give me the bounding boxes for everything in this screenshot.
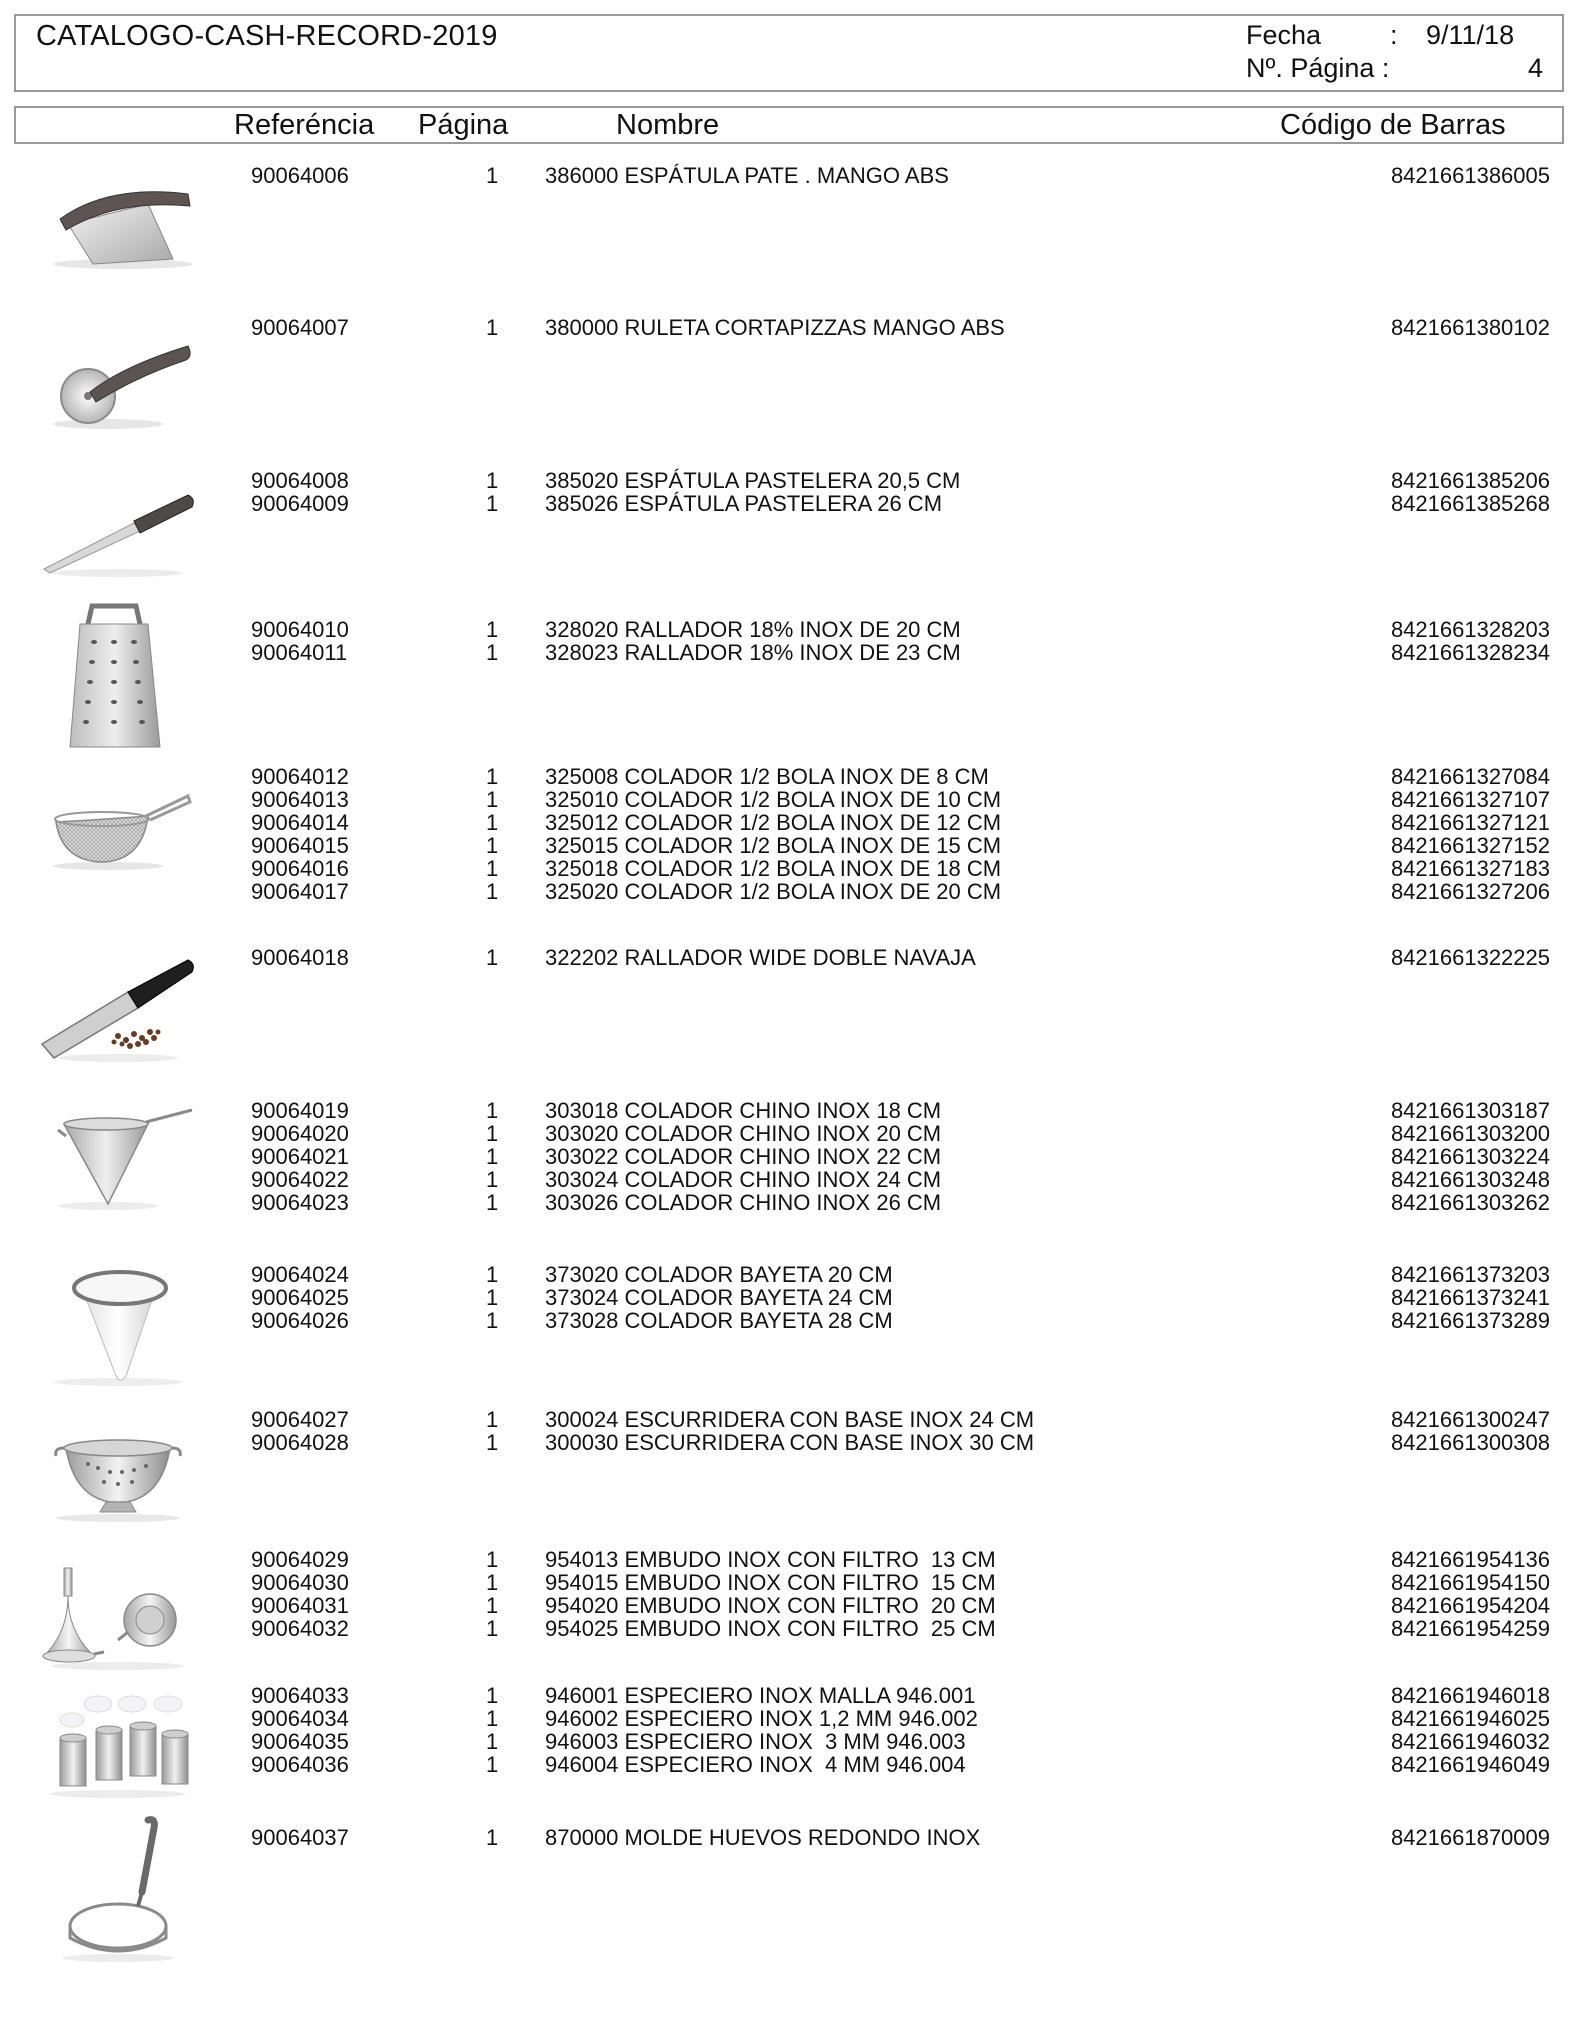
- pagina-cell: 1: [486, 810, 499, 835]
- barcode-cell: 8421661327206: [1390, 879, 1550, 904]
- barcode-cell: 8421661954259: [1390, 1616, 1550, 1641]
- nombre-cell: 373028 COLADOR BAYETA 28 CM: [545, 1308, 893, 1333]
- barcode-cell: 8421661386005: [1390, 163, 1550, 188]
- table-row: [0, 1826, 1576, 1850]
- fecha-colon: :: [1390, 20, 1398, 50]
- pagina-cell: 1: [486, 1593, 499, 1618]
- nombre-cell: 325015 COLADOR 1/2 BOLA INOX DE 15 CM: [545, 833, 1002, 858]
- table-row: [0, 1617, 1576, 1641]
- nombre-cell: 325010 COLADOR 1/2 BOLA INOX DE 10 CM: [545, 787, 1002, 812]
- nombre-cell: 946002 ESPECIERO INOX 1,2 MM 946.002: [545, 1706, 978, 1731]
- barcode-cell: 8421661303224: [1390, 1144, 1550, 1169]
- nombre-cell: 946001 ESPECIERO INOX MALLA 946.001: [545, 1683, 976, 1708]
- pagina-value: 4: [1528, 53, 1544, 83]
- product-group: [0, 302, 1576, 442]
- referencia-cell: 90064017: [251, 879, 349, 904]
- pagina-cell: 1: [486, 1407, 499, 1432]
- column-header-nombre: Nombre: [616, 109, 720, 141]
- referencia-cell: 90064036: [251, 1752, 349, 1777]
- referencia-cell: 90064018: [251, 945, 349, 970]
- product-group: [0, 1390, 1576, 1540]
- pagina-cell: 1: [486, 1285, 499, 1310]
- table-row: [0, 834, 1576, 858]
- barcode-cell: 8421661303200: [1390, 1121, 1550, 1146]
- product-group: [0, 1678, 1576, 1808]
- pagina-cell: 1: [486, 764, 499, 789]
- pagina-cell: 1: [486, 1547, 499, 1572]
- referencia-cell: 90064009: [251, 491, 349, 516]
- referencia-cell: 90064006: [251, 163, 349, 188]
- barcode-cell: 8421661870009: [1390, 1825, 1550, 1850]
- pagina-cell: 1: [486, 1430, 499, 1455]
- table-row: [0, 1408, 1576, 1432]
- barcode-cell: 8421661327183: [1390, 856, 1550, 881]
- column-header-codigo: Código de Barras: [1280, 109, 1506, 141]
- table-row: [0, 1168, 1576, 1192]
- referencia-cell: 90064013: [251, 787, 349, 812]
- referencia-cell: 90064012: [251, 764, 349, 789]
- pagina-cell: 1: [486, 856, 499, 881]
- table-row: [0, 1707, 1576, 1731]
- barcode-cell: 8421661328234: [1390, 640, 1550, 665]
- table-row: [0, 946, 1576, 970]
- barcode-cell: 8421661303262: [1390, 1190, 1550, 1215]
- nombre-cell: 303018 COLADOR CHINO INOX 18 CM: [545, 1098, 942, 1123]
- product-group: [0, 932, 1576, 1072]
- referencia-cell: 90064023: [251, 1190, 349, 1215]
- product-group: [0, 602, 1576, 752]
- referencia-cell: 90064029: [251, 1547, 349, 1572]
- barcode-cell: 8421661303187: [1390, 1098, 1550, 1123]
- referencia-cell: 90064035: [251, 1729, 349, 1754]
- referencia-cell: 90064033: [251, 1683, 349, 1708]
- microplane-grater-icon: [38, 954, 198, 1064]
- nombre-cell: 325012 COLADOR 1/2 BOLA INOX DE 12 CM: [545, 810, 1002, 835]
- nombre-cell: 325008 COLADOR 1/2 BOLA INOX DE 8 CM: [545, 764, 989, 789]
- nombre-cell: 328023 RALLADOR 18% INOX DE 23 CM: [545, 640, 961, 665]
- referencia-cell: 90064025: [251, 1285, 349, 1310]
- pagina-cell: 1: [486, 1616, 499, 1641]
- table-row: [0, 492, 1576, 516]
- nombre-cell: 870000 MOLDE HUEVOS REDONDO INOX: [545, 1825, 981, 1850]
- pagina-cell: 1: [486, 468, 499, 493]
- pagina-cell: 1: [486, 787, 499, 812]
- barcode-cell: 8421661373203: [1390, 1262, 1550, 1287]
- referencia-cell: 90064021: [251, 1144, 349, 1169]
- referencia-cell: 90064016: [251, 856, 349, 881]
- pagina-cell: 1: [486, 1190, 499, 1215]
- pagina-cell: 1: [486, 617, 499, 642]
- referencia-cell: 90064030: [251, 1570, 349, 1595]
- column-header-pagina: Página: [418, 109, 509, 141]
- referencia-cell: 90064026: [251, 1308, 349, 1333]
- column-header-referencia: Referéncia: [234, 109, 375, 141]
- referencia-cell: 90064014: [251, 810, 349, 835]
- nombre-cell: 954020 EMBUDO INOX CON FILTRO 20 CM: [545, 1593, 996, 1618]
- pagina-cell: 1: [486, 1098, 499, 1123]
- product-group: [0, 1082, 1576, 1222]
- product-group: [0, 752, 1576, 902]
- barcode-cell: 8421661327121: [1390, 810, 1550, 835]
- barcode-cell: 8421661373289: [1390, 1308, 1550, 1333]
- table-row: [0, 857, 1576, 881]
- barcode-cell: 8421661380102: [1390, 315, 1550, 340]
- nombre-cell: 303026 COLADOR CHINO INOX 26 CM: [545, 1190, 942, 1215]
- barcode-cell: 8421661946025: [1390, 1706, 1550, 1731]
- barcode-cell: 8421661300308: [1390, 1430, 1550, 1455]
- barcode-cell: 8421661946049: [1390, 1752, 1550, 1777]
- nombre-cell: 373020 COLADOR BAYETA 20 CM: [545, 1262, 893, 1287]
- nombre-cell: 373024 COLADOR BAYETA 24 CM: [545, 1285, 893, 1310]
- product-group: [0, 1248, 1576, 1388]
- referencia-cell: 90064022: [251, 1167, 349, 1192]
- barcode-cell: 8421661303248: [1390, 1167, 1550, 1192]
- nombre-cell: 325020 COLADOR 1/2 BOLA INOX DE 20 CM: [545, 879, 1002, 904]
- table-row: [0, 880, 1576, 904]
- barcode-cell: 8421661954204: [1390, 1593, 1550, 1618]
- pagina-cell: 1: [486, 1167, 499, 1192]
- table-row: [0, 1684, 1576, 1708]
- barcode-cell: 8421661385268: [1390, 491, 1550, 516]
- table-row: [0, 1753, 1576, 1777]
- pagina-cell: 1: [486, 640, 499, 665]
- product-group: [0, 1540, 1576, 1675]
- referencia-cell: 90064007: [251, 315, 349, 340]
- referencia-cell: 90064027: [251, 1407, 349, 1432]
- nombre-cell: 385026 ESPÁTULA PASTELERA 26 CM: [545, 491, 943, 516]
- barcode-cell: 8421661328203: [1390, 617, 1550, 642]
- referencia-cell: 90064020: [251, 1121, 349, 1146]
- product-group: [0, 150, 1576, 290]
- table-row: [0, 1286, 1576, 1310]
- product-group: [0, 455, 1576, 595]
- pagina-cell: 1: [486, 1683, 499, 1708]
- pagina-cell: 1: [486, 1752, 499, 1777]
- pagina-cell: 1: [486, 1825, 499, 1850]
- barcode-cell: 8421661327107: [1390, 787, 1550, 812]
- pagina-cell: 1: [486, 945, 499, 970]
- table-row: [0, 1431, 1576, 1455]
- referencia-cell: 90064019: [251, 1098, 349, 1123]
- nombre-cell: 328020 RALLADOR 18% INOX DE 20 CM: [545, 617, 961, 642]
- pagina-cell: 1: [486, 833, 499, 858]
- table-row: [0, 641, 1576, 665]
- table-row: [0, 765, 1576, 789]
- nombre-cell: 303024 COLADOR CHINO INOX 24 CM: [545, 1167, 942, 1192]
- nombre-cell: 946004 ESPECIERO INOX 4 MM 946.004: [545, 1752, 966, 1777]
- referencia-cell: 90064032: [251, 1616, 349, 1641]
- pagina-cell: 1: [486, 1706, 499, 1731]
- referencia-cell: 90064028: [251, 1430, 349, 1455]
- table-row: [0, 164, 1576, 188]
- fecha-value: 9/11/18: [1426, 20, 1515, 50]
- table-row: [0, 1145, 1576, 1169]
- barcode-cell: 8421661946018: [1390, 1683, 1550, 1708]
- nombre-cell: 954025 EMBUDO INOX CON FILTRO 25 CM: [545, 1616, 996, 1641]
- nombre-cell: 322202 RALLADOR WIDE DOBLE NAVAJA: [545, 945, 976, 970]
- table-row: [0, 1263, 1576, 1287]
- barcode-cell: 8421661327084: [1390, 764, 1550, 789]
- nombre-cell: 325018 COLADOR 1/2 BOLA INOX DE 18 CM: [545, 856, 1002, 881]
- barcode-cell: 8421661327152: [1390, 833, 1550, 858]
- referencia-cell: 90064037: [251, 1825, 349, 1850]
- catalog-title: CATALOGO-CASH-RECORD-2019: [36, 20, 498, 52]
- column-header-row: [14, 106, 1564, 144]
- nombre-cell: 954013 EMBUDO INOX CON FILTRO 13 CM: [545, 1547, 996, 1572]
- referencia-cell: 90064034: [251, 1706, 349, 1731]
- referencia-cell: 90064011: [251, 640, 348, 665]
- pagina-cell: 1: [486, 1144, 499, 1169]
- table-row: [0, 1191, 1576, 1215]
- pagina-cell: 1: [486, 1570, 499, 1595]
- referencia-cell: 90064024: [251, 1262, 349, 1287]
- pagina-label: Nº. Página :: [1246, 53, 1390, 83]
- barcode-cell: 8421661385206: [1390, 468, 1550, 493]
- table-row: [0, 1548, 1576, 1572]
- table-row: [0, 469, 1576, 493]
- barcode-cell: 8421661322225: [1390, 945, 1550, 970]
- pagina-cell: 1: [486, 1308, 499, 1333]
- pagina-cell: 1: [486, 1262, 499, 1287]
- nombre-cell: 386000 ESPÁTULA PATE . MANGO ABS: [545, 163, 949, 188]
- barcode-cell: 8421661946032: [1390, 1729, 1550, 1754]
- pizza-cutter-icon: [38, 326, 198, 436]
- referencia-cell: 90064015: [251, 833, 349, 858]
- table-row: [0, 1099, 1576, 1123]
- referencia-cell: 90064008: [251, 468, 349, 493]
- pagina-cell: 1: [486, 879, 499, 904]
- product-group: [0, 1814, 1576, 1964]
- barcode-cell: 8421661300247: [1390, 1407, 1550, 1432]
- nombre-cell: 385020 ESPÁTULA PASTELERA 20,5 CM: [545, 468, 961, 493]
- referencia-cell: 90064010: [251, 617, 349, 642]
- table-row: [0, 1594, 1576, 1618]
- nombre-cell: 300030 ESCURRIDERA CON BASE INOX 30 CM: [545, 1430, 1035, 1455]
- nombre-cell: 946003 ESPECIERO INOX 3 MM 946.003: [545, 1729, 966, 1754]
- pagina-cell: 1: [486, 163, 499, 188]
- nombre-cell: 303022 COLADOR CHINO INOX 22 CM: [545, 1144, 942, 1169]
- pagina-cell: 1: [486, 1121, 499, 1146]
- table-row: [0, 1309, 1576, 1333]
- pagina-cell: 1: [486, 315, 499, 340]
- table-row: [0, 1571, 1576, 1595]
- nombre-cell: 380000 RULETA CORTAPIZZAS MANGO ABS: [545, 315, 1005, 340]
- table-row: [0, 1122, 1576, 1146]
- table-row: [0, 1730, 1576, 1754]
- barcode-cell: 8421661954150: [1390, 1570, 1550, 1595]
- nombre-cell: 300024 ESCURRIDERA CON BASE INOX 24 CM: [545, 1407, 1035, 1432]
- barcode-cell: 8421661954136: [1390, 1547, 1550, 1572]
- barcode-cell: 8421661373241: [1390, 1285, 1550, 1310]
- catalog-header-box: [14, 14, 1564, 92]
- table-row: [0, 316, 1576, 340]
- nombre-cell: 954015 EMBUDO INOX CON FILTRO 15 CM: [545, 1570, 996, 1595]
- pagina-cell: 1: [486, 491, 499, 516]
- fecha-label: Fecha: [1246, 20, 1322, 50]
- table-row: [0, 618, 1576, 642]
- nombre-cell: 303020 COLADOR CHINO INOX 20 CM: [545, 1121, 942, 1146]
- table-row: [0, 788, 1576, 812]
- pagina-cell: 1: [486, 1729, 499, 1754]
- table-row: [0, 811, 1576, 835]
- referencia-cell: 90064031: [251, 1593, 349, 1618]
